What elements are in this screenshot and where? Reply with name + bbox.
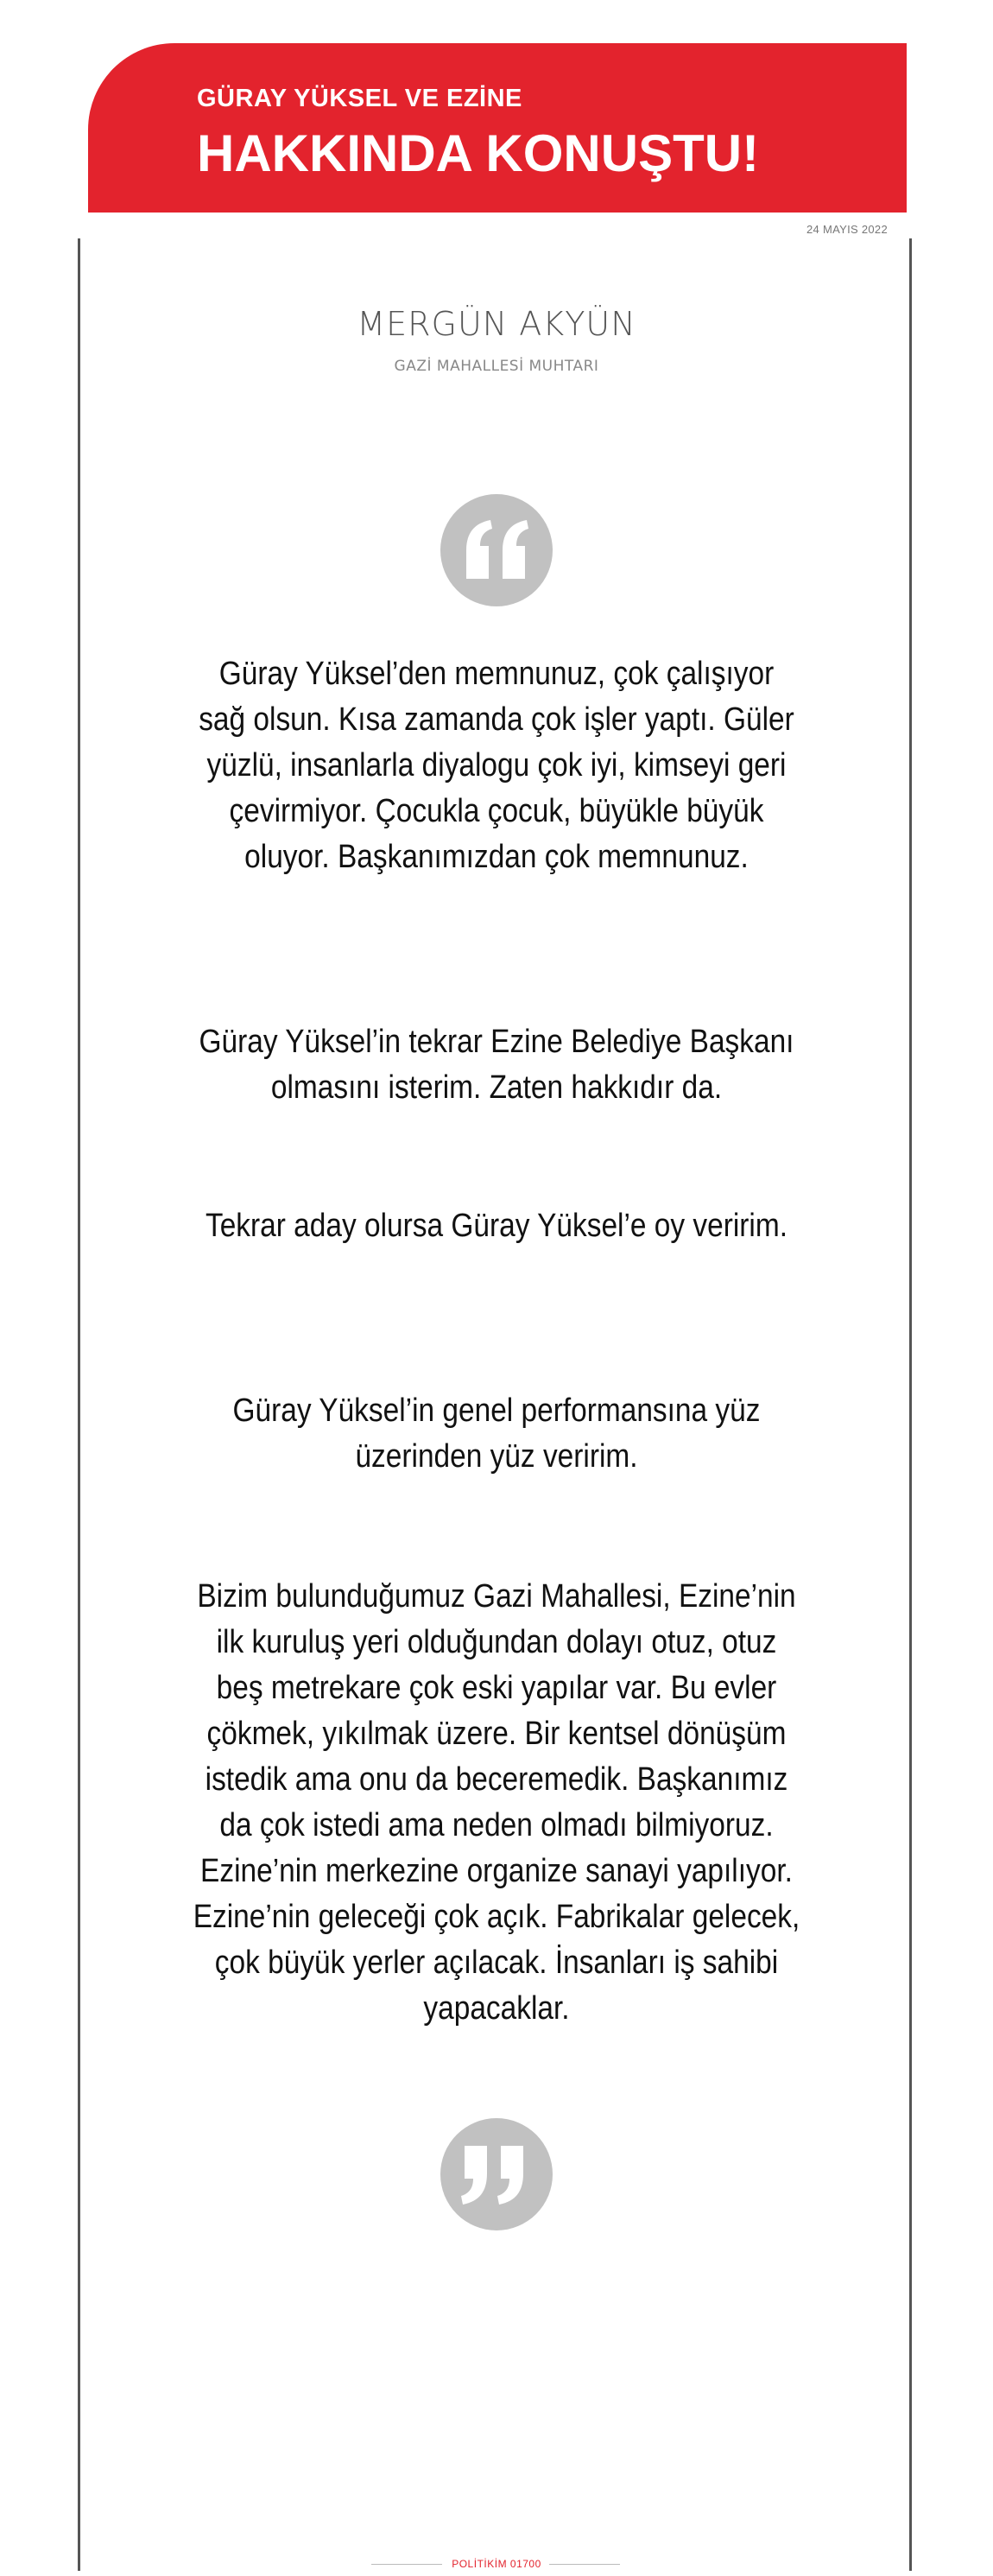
quote-close-icon — [440, 2118, 553, 2230]
person-name: MERGÜN AKYÜN — [357, 305, 636, 343]
quote-paragraph-5: Bizim bulunduğumuz Gazi Mahallesi, Ezine’nin ilk kuruluş yeri olduğundan dolayı otuz, otuz beş metrekare çok eski yapılar var. Bu evler çökmek, yıkılmak üzere. Bir kentsel dönüşüm istedik ama onu da beceremedik. Başkanımız da çok istedi ama neden olmadı bilmiyoruz. Ezine’nin merkezine organize sanayi yapılıyor. Ezine’nin geleceği çok açık. Fabrikalar gelecek, çok büyük yerler açılacak. İnsanları iş sahibi yapacaklar. — [193, 1578, 800, 2027]
quote-open-icon — [440, 494, 553, 606]
quote-paragraph-1: Güray Yüksel’den memnunuz, çok çalışıyor sağ olsun. Kısa zamanda çok işler yaptı. Güler yüzlü, insanlarla diyalogu çok iyi, kimseyi geri çevirmiyor. Çocukla çocuk, büyükle büyük oluyor. Başkanımızdan çok memnunuz. — [199, 656, 794, 875]
footer-label: POLİTİKİM 01700 — [452, 2558, 541, 2570]
person-title: GAZİ MAHALLESİ MUHTARI — [394, 358, 599, 375]
quote-paragraph-2: Güray Yüksel’in tekrar Ezine Belediye Başkanı olmasını isterim. Zaten hakkıdır da. — [199, 1024, 794, 1106]
publish-date: 24 MAYIS 2022 — [806, 223, 888, 236]
header-subtitle: GÜRAY YÜKSEL VE EZİNE — [197, 85, 522, 112]
header-banner — [88, 43, 907, 213]
quote-paragraph-4: Güray Yüksel’in genel performansına yüz üzerinden yüz veririm. — [232, 1393, 761, 1475]
quote-paragraph-3: Tekrar aday olursa Güray Yüksel’e oy veririm. — [205, 1208, 787, 1244]
header-title: HAKKINDA KONUŞTU! — [197, 124, 760, 182]
